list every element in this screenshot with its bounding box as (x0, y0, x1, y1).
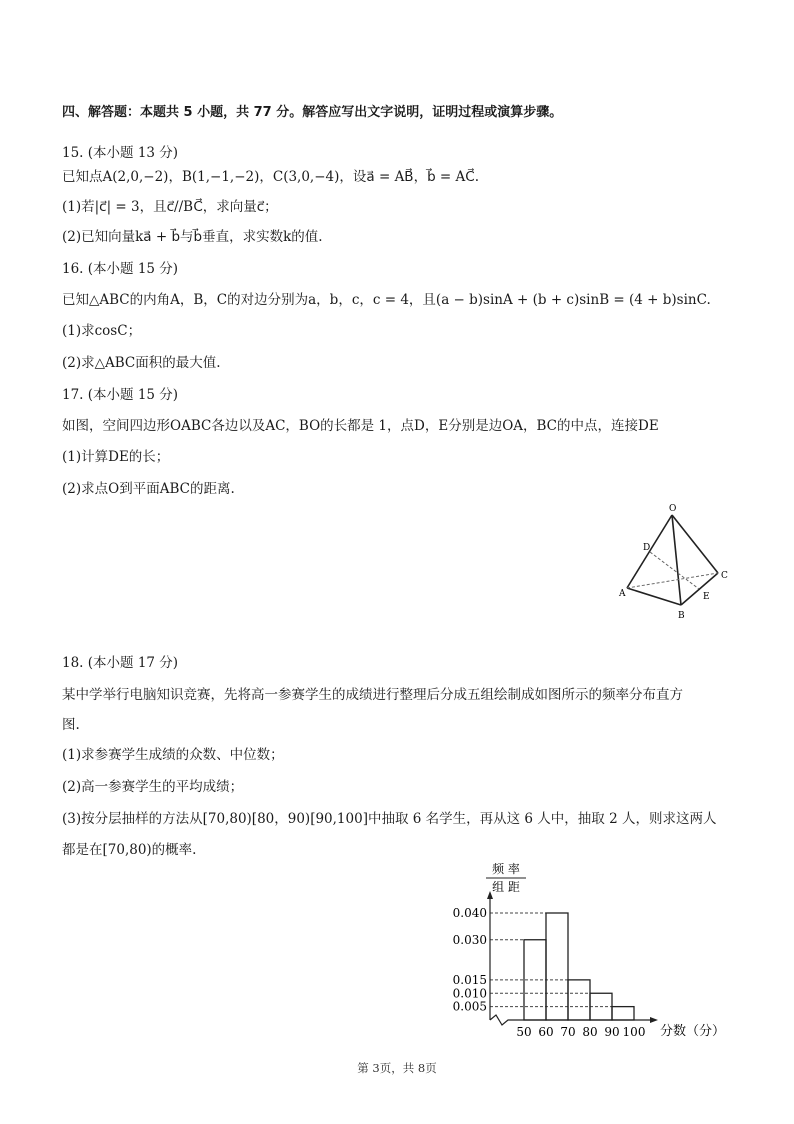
q18-part3-line2: 都是在[70,80)的概率. (62, 842, 197, 858)
q17-part1: (1)计算DE的长； (62, 449, 170, 465)
q18-part3-line1: (3)按分层抽样的方法从[70,80)[80，90)[90,100]中抽取 6 名学生，再从这 6 人中，抽取 2 人，则求这两人 (62, 811, 717, 827)
q17-stem: 如图，空间四边形OABC各边以及AC，BO的长都是 1，点D，E分别是边OA，BC的中点，连接DE (62, 418, 659, 434)
edge-OB (672, 515, 681, 605)
q17-title: 17. (本小题 15 分) (62, 387, 179, 403)
label-A: A (619, 589, 626, 599)
q16-part1: (1)求cosC； (62, 323, 142, 339)
label-B: B (678, 611, 685, 621)
page-footer: 第 3页，共 8页 (357, 1061, 437, 1075)
x-tick-80: 80 (582, 1025, 598, 1039)
x-tick-100: 100 (622, 1025, 646, 1039)
q18-stem-line2: 图. (62, 717, 80, 733)
x-tick-70: 70 (560, 1025, 576, 1039)
x-axis-arrow (650, 1017, 658, 1023)
q18-part1: (1)求参赛学生成绩的众数、中位数； (62, 747, 284, 763)
x-tick-60: 60 (538, 1025, 554, 1039)
frequency-histogram (440, 855, 750, 1045)
bar-60-70 (546, 913, 568, 1020)
ylabel-top: 频 率 (492, 862, 520, 876)
x-axis (490, 1015, 652, 1025)
x-tick-50: 50 (516, 1025, 532, 1039)
q17-part2: (2)求点O到平面ABC的距离. (62, 481, 235, 497)
y-tick-0.010: 0.010 (452, 986, 487, 1001)
label-D: D (643, 543, 651, 553)
edge-AB (627, 588, 681, 605)
q16-stem: 已知△ABC的内角A，B，C的对边分别为a，b，c，c = 4，且(a − b)sinA + (b + c)sinB = (4 + b)sinC. (62, 292, 711, 308)
xlabel: 分数（分） (660, 1024, 726, 1039)
label-C: C (721, 571, 728, 581)
y-tick-0.040: 0.040 (452, 906, 487, 920)
bar-90-100 (612, 1007, 634, 1020)
q16-title: 16. (本小题 15 分) (62, 261, 179, 277)
q18-stem-line1: 某中学举行电脑知识竞赛，先将高一参赛学生的成绩进行整理后分成五组绘制成如图所示的频率分布直方 (62, 687, 683, 703)
q18-title: 18. (本小题 17 分) (62, 655, 179, 671)
q18-part2: (2)高一参赛学生的平均成绩； (62, 779, 244, 795)
ylabel-bottom: 组 距 (492, 880, 520, 894)
q15-part2: (2)已知向量ka⃗ + b⃗与b⃗垂直，求实数k的值. (62, 229, 323, 245)
q15-title: 15. (本小题 13 分) (62, 145, 179, 161)
x-tick-90: 90 (604, 1025, 620, 1039)
q15-part1: (1)若|c⃗| = 3，且c⃗//BC⃗，求向量c⃗； (62, 199, 278, 215)
q15-stem: 已知点A(2,0,−2)，B(1,−1,−2)，C(3,0,−4)，设a⃗ = AB⃗，b⃗ = AC⃗. (62, 169, 480, 185)
y-tick-0.030: 0.030 (452, 932, 487, 947)
q16-part2: (2)求△ABC面积的最大值. (62, 355, 221, 371)
label-E: E (703, 592, 710, 602)
section-header: 四、解答题：本题共 5 小题，共 77 分。解答应写出文字说明，证明过程或演算步骤。 (62, 105, 563, 120)
bar-70-80 (568, 980, 590, 1020)
label-O: O (669, 504, 677, 514)
tetrahedron-figure (615, 500, 745, 625)
y-tick-0.015: 0.015 (452, 972, 487, 987)
edge-OC (672, 515, 718, 573)
y-tick-0.005: 0.005 (452, 999, 487, 1014)
